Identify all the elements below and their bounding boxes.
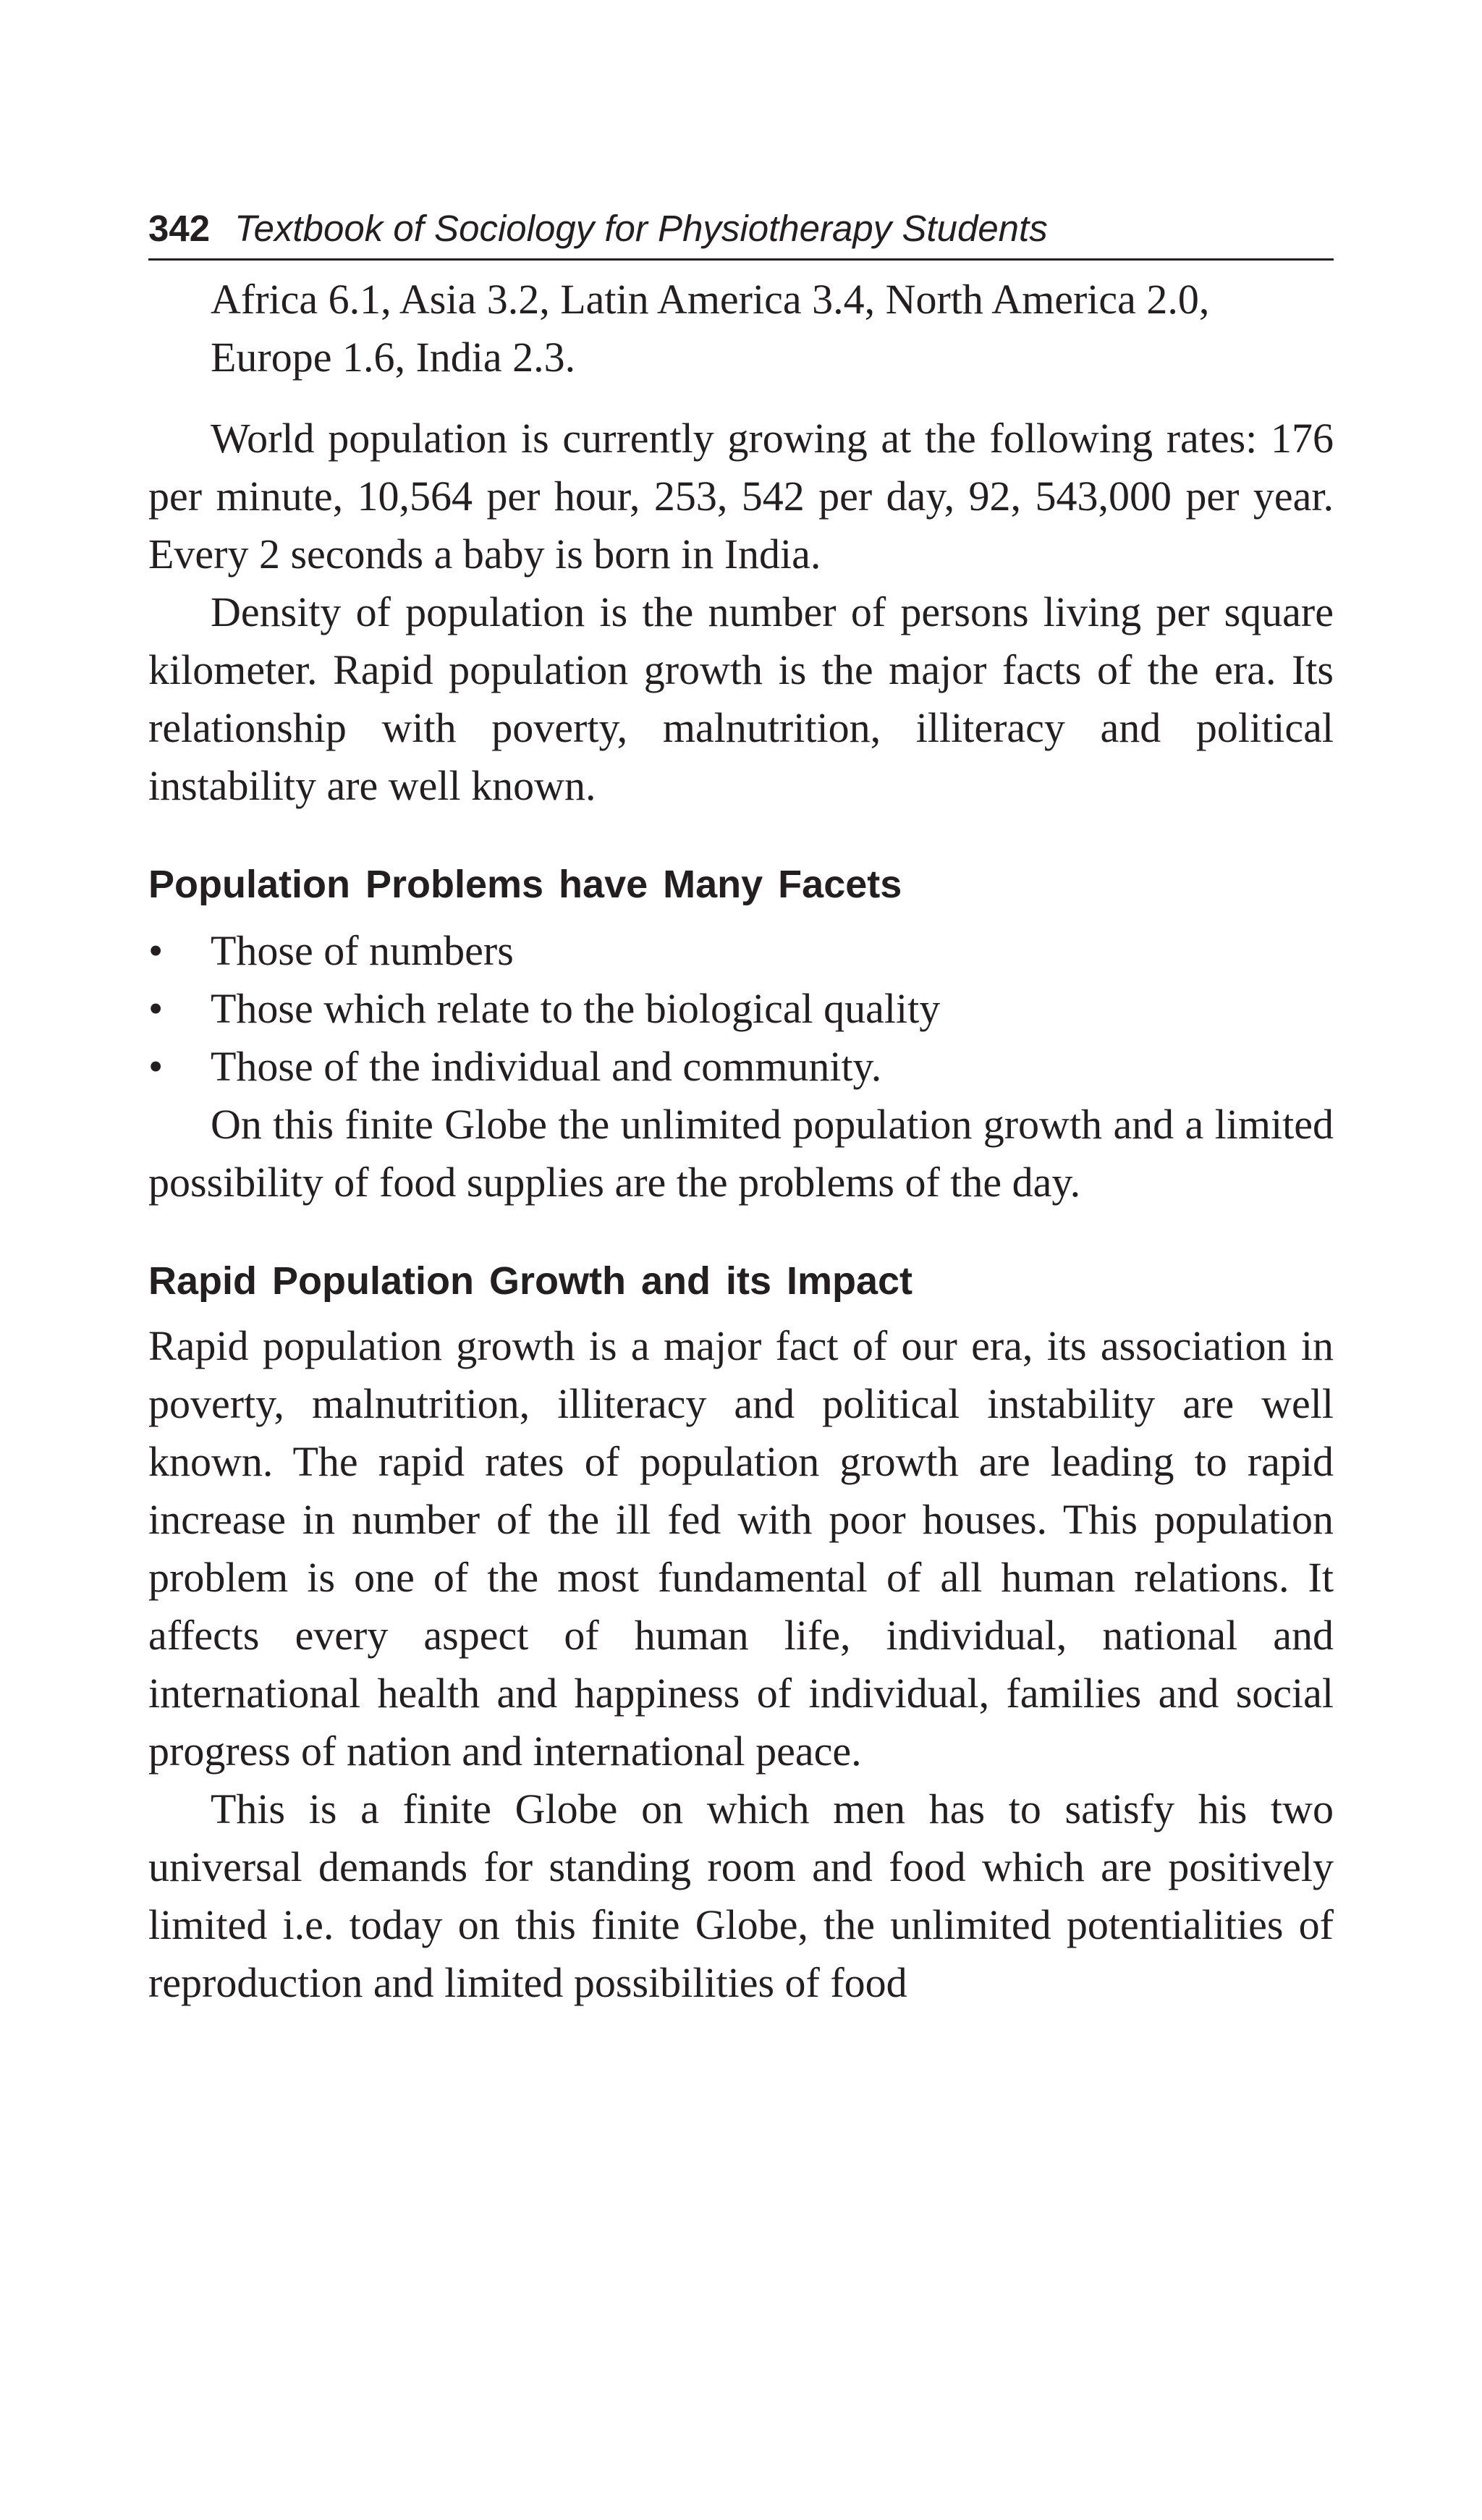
paragraph-regional-rates: Africa 6.1, Asia 3.2, Latin America 3.4, North America 2.0, Europe 1.6, India 2.3. (211, 276, 1210, 381)
bullet-icon: • (148, 1043, 164, 1090)
page-number: 342 (148, 208, 211, 249)
list-item: • Those of the individual and community. (148, 1038, 1334, 1096)
facets-list (148, 922, 1334, 1096)
paragraph-demands: This is a finite Globe on which men has to satisfy his two universal demands for standing room and food which are positively limited i.e. today on this finite Globe, the unlimited potentialities of reproduction and limited possibilities of food (148, 1785, 1334, 2006)
paragraph-impact: Rapid population growth is a major fact of our era, its association in poverty, malnutrition, illiteracy and political instability are well known. The rapid rates of population growth are leading to rapid increase in number of the ill fed with poor houses. This population problem is one of the most fundamental of all human relations. It affects every aspect of human life, individual, national and international health and happiness of individual, families and social progress of nation and international peace. (148, 1322, 1334, 1775)
section-heading-facets: Population Problems have Many Facets (148, 863, 902, 906)
bullet-icon: • (148, 927, 164, 974)
list-item: • Those which relate to the biological quality (148, 980, 1334, 1038)
running-head (148, 210, 1334, 261)
paragraph-finite-globe: On this finite Globe the unlimited population growth and a limited possibility of food supplies are the problems of the day. (148, 1101, 1334, 1206)
bullet-icon: • (148, 985, 164, 1032)
section-heading-impact: Rapid Population Growth and its Impact (148, 1259, 913, 1303)
paragraph-growth-rates: World population is currently growing at the following rates: 176 per minute, 10,564 per hour, 253, 542 per day, 92, 543,000 per year. Every 2 seconds a baby is born in India. (148, 415, 1334, 578)
book-page (148, 210, 1334, 2012)
book-title: Textbook of Sociology for Physiotherapy Students (234, 208, 1048, 249)
list-item: • Those of numbers (148, 922, 1334, 980)
paragraph-density: Density of population is the number of persons living per square kilometer. Rapid population growth is the major facts of the era. Its relationship with poverty, malnutrition, illiteracy and political instability are well known. (148, 588, 1334, 809)
